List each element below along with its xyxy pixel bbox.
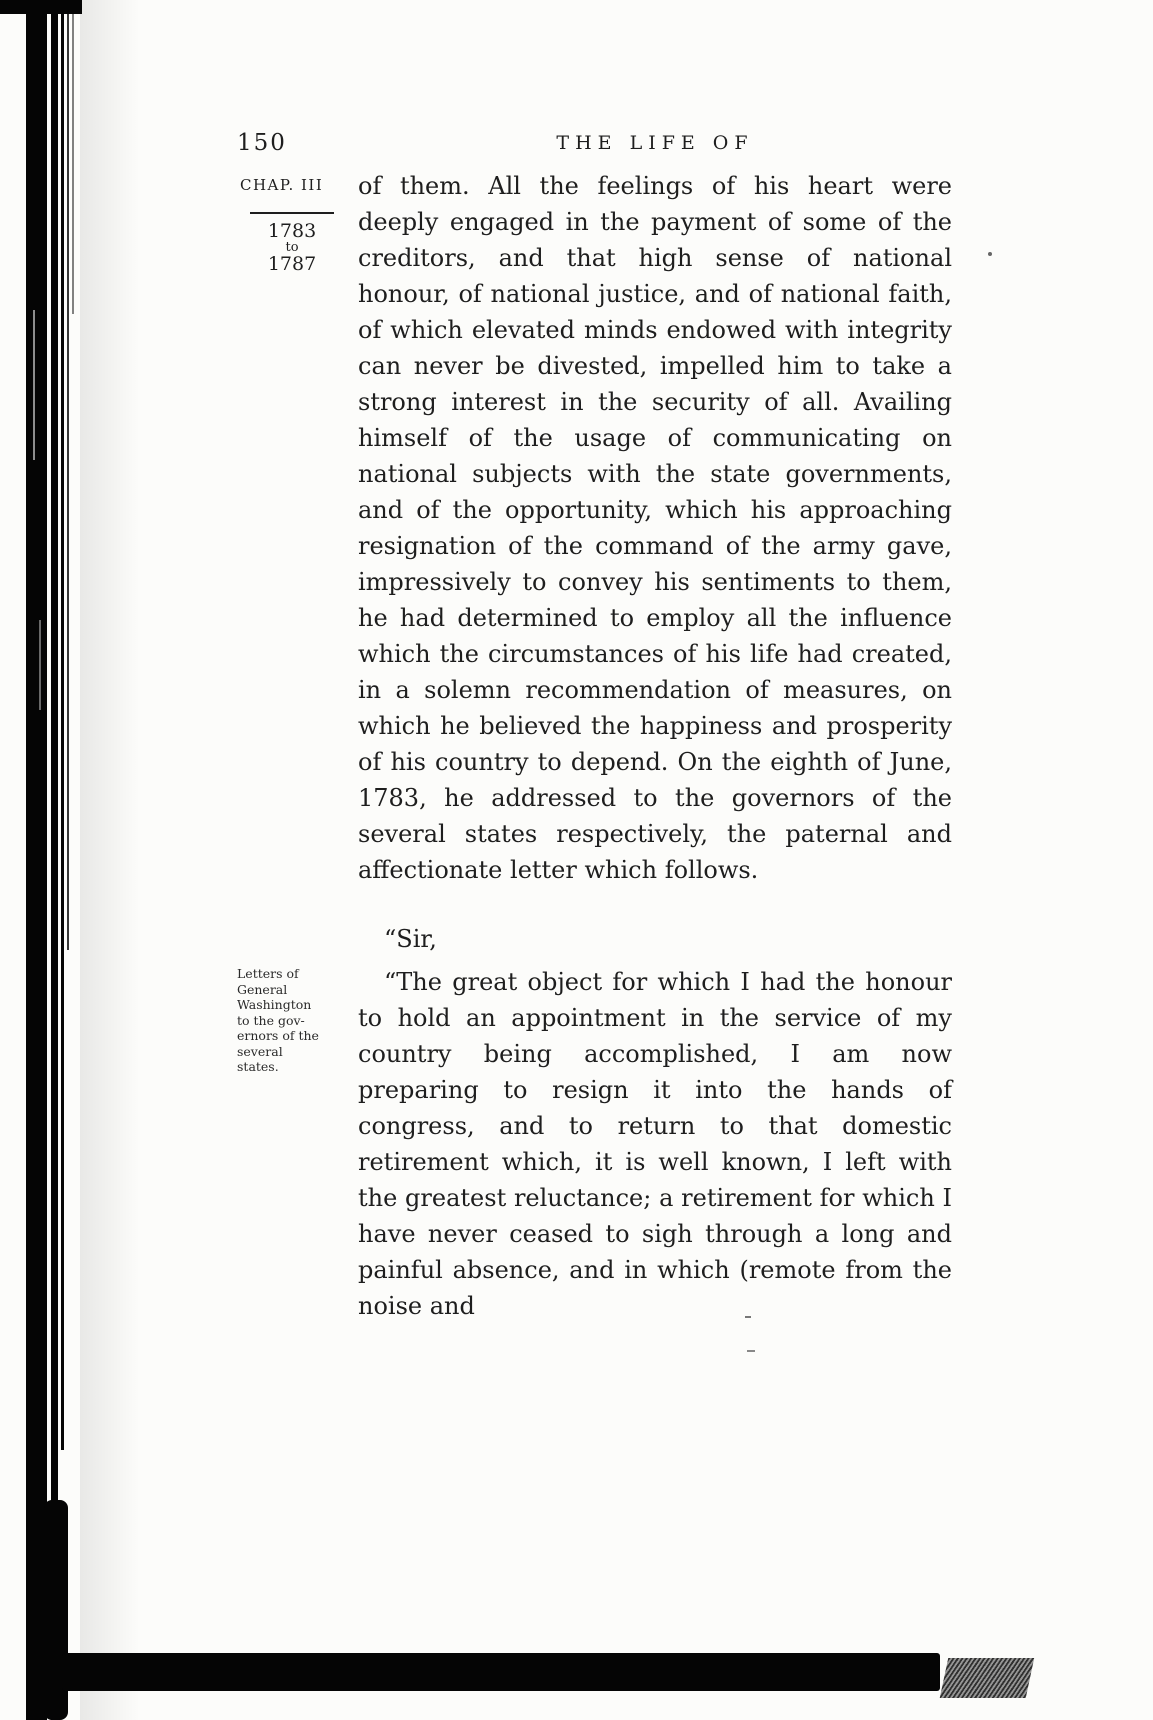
binding-highlight-sliver: [39, 620, 41, 710]
body-paragraph: of them. All the feelings of his heart were deeply engaged in the payment of some of the creditors, and that high sense of national honour, of national justice, and of national faith, of which elevated minds endowed with integrity can never be divested, impelled him to take a strong interest in the security of all. Availing himself of the usage of communicating on national subjects with the state governments, and of the opportunity, which his approaching resignation of the command of the army gave, impressively to convey his sentiments to them, he had determined to employ all the influence which the circumstances of his life had created, in a solemn recommendation of measures, on which he believed the happiness and prosperity of his country to depend. On the eighth of June, 1783, he addressed to the governors of the several states respectively, the paternal and affectionate letter which follows.: [358, 172, 952, 884]
sidenote-line: to the gov-: [237, 1012, 305, 1028]
letter-paragraph: “The great object for which I had the honour to hold an appointment in the service of my country being accomplished, I am now preparing to resign it into the hands of congress, and to return to that domestic retirement which, it is well known, I left with the greatest reluctance; a retirement for which I have never ceased to sigh through a long and painful absence, and in which (remote from the noise and: [358, 968, 952, 1320]
sidenote-line: Letters of: [237, 966, 299, 981]
binding-shadow-bar: [51, 0, 58, 1720]
date-range-note: [250, 212, 334, 275]
running-head: THE LIFE OF: [556, 132, 754, 154]
year-end: 1787: [267, 253, 317, 275]
page-number: 150: [237, 130, 287, 156]
sidenote-line: ernors of the: [237, 1028, 319, 1043]
marginal-sidenote: [237, 966, 337, 1075]
sidenote-line: Washington: [237, 997, 312, 1012]
sidenote-line: several: [237, 1043, 283, 1059]
scan-speck: [747, 1350, 755, 1352]
scan-speck: [988, 252, 992, 256]
binding-highlight-sliver: [33, 310, 35, 460]
scan-corner-smudge: [940, 1658, 1035, 1698]
year-start: 1783: [267, 220, 317, 242]
page-gutter-shading: [80, 0, 140, 1720]
binding-shadow-bar: [67, 0, 69, 950]
binding-shadow-bar: [72, 14, 74, 314]
sidenote-line: General: [237, 981, 288, 997]
binding-shadow-bar: [61, 0, 64, 1450]
year-connector: to: [285, 240, 299, 255]
sidenote-line: states.: [237, 1059, 279, 1074]
body-text-column: [358, 168, 952, 1324]
chapter-heading: CHAP. III: [240, 176, 324, 194]
binding-shadow-bar: [26, 0, 47, 1720]
letter-salutation: “Sir,: [384, 925, 437, 953]
scan-bottom-bar-artifact: [62, 1653, 940, 1691]
